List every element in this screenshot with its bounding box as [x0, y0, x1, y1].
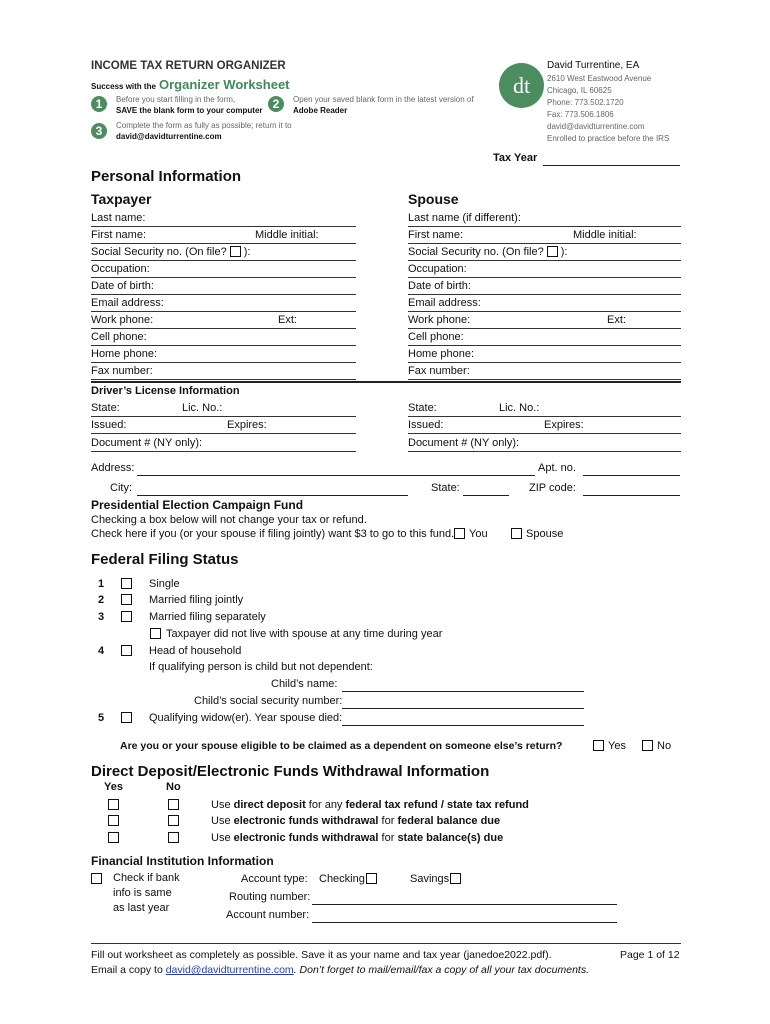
- filing-status-title: Federal Filing Status: [91, 551, 239, 568]
- taxpayer-dob[interactable]: [91, 278, 356, 295]
- label: Social Security no. (On file?: [91, 246, 227, 258]
- firm-enrolled: Enrolled to practice before the IRS: [547, 134, 670, 143]
- firm-address-1: 2610 West Eastwood Avenue: [547, 74, 652, 83]
- checking-label: Checking: [319, 873, 365, 885]
- spouse-first-name[interactable]: [408, 227, 681, 244]
- label: Issued:: [408, 419, 444, 431]
- success-brand: Organizer Worksheet: [158, 77, 290, 92]
- dependent-question: Are you or your spouse eligible to be claimed as a dependent on someone else’s return?: [120, 740, 563, 752]
- label: Home phone:: [91, 348, 158, 360]
- spouse-dob[interactable]: [408, 278, 681, 295]
- text: for: [378, 815, 398, 827]
- expires-label: Expires:: [544, 419, 584, 431]
- ext-label: Ext:: [607, 314, 626, 326]
- direct-deposit-yes-checkbox[interactable]: [108, 799, 119, 810]
- filing-hoh-label: Head of household: [149, 645, 242, 657]
- spouse-work-phone[interactable]: [408, 312, 681, 329]
- firm-name: David Turrentine, EA: [547, 60, 640, 71]
- spouse-ssn-on-file-checkbox[interactable]: [547, 246, 558, 257]
- direct-deposit-title: Direct Deposit/Electronic Funds Withdrawal Information: [91, 763, 490, 780]
- footer-line-1: Fill out worksheet as completely as possible. Save it as your name and tax year (janedoe2022.pdf).: [91, 949, 552, 961]
- address-label: Address:: [91, 462, 135, 474]
- label: Date of birth:: [408, 280, 471, 292]
- label: Occupation:: [408, 263, 467, 275]
- filing-3-number: 3: [98, 611, 105, 623]
- label: State:: [91, 402, 120, 414]
- dependent-no-checkbox[interactable]: [642, 740, 653, 751]
- same-bank-line-2: info is same: [113, 887, 172, 899]
- expires-label: Expires:: [227, 419, 267, 431]
- text: federal balance due: [397, 815, 501, 827]
- label: Last name (if different):: [408, 212, 521, 224]
- account-label: Account number:: [226, 909, 310, 921]
- label: Date of birth:: [91, 280, 154, 292]
- filing-4-number: 4: [98, 645, 105, 657]
- text: Use: [211, 832, 234, 844]
- state-withdrawal-no-checkbox[interactable]: [168, 832, 179, 843]
- child-name-field[interactable]: [342, 691, 584, 692]
- label: First name:: [408, 229, 464, 241]
- filing-hoh-sub: If qualifying person is child but not dependent:: [149, 661, 373, 673]
- routing-field[interactable]: [312, 904, 617, 905]
- pecf-you-checkbox[interactable]: [454, 528, 465, 539]
- text: . Don’t forget to mail/email/fax a copy of all your tax documents.: [293, 964, 589, 976]
- label: Issued:: [91, 419, 127, 431]
- success-line: [91, 77, 290, 92]
- spouse-last-name[interactable]: [408, 210, 681, 227]
- taxpayer-email[interactable]: [91, 295, 356, 312]
- state-withdrawal-yes-checkbox[interactable]: [108, 832, 119, 843]
- filing-1-number: 1: [98, 578, 105, 590]
- filing-mfs-label: Married filing separately: [149, 611, 266, 623]
- taxpayer-cell-phone[interactable]: [91, 329, 356, 346]
- label: Email address:: [408, 297, 481, 309]
- routing-label: Routing number:: [229, 891, 311, 903]
- child-name-label: Child’s name:: [271, 678, 338, 690]
- pecf-spouse-label: Spouse: [526, 528, 564, 540]
- filing-mfj-label: Married filing jointly: [149, 594, 244, 606]
- same-as-last-year-checkbox[interactable]: [91, 873, 102, 884]
- label: Home phone:: [408, 348, 475, 360]
- text: for: [378, 832, 398, 844]
- page-number: Page 1 of 12: [620, 949, 680, 961]
- label: Cell phone:: [91, 331, 147, 343]
- footer-line-2: [91, 964, 589, 976]
- child-ssn-field[interactable]: [342, 708, 584, 709]
- tax-year-field[interactable]: [543, 165, 680, 166]
- label: Social Security no. (On file?: [408, 246, 544, 258]
- drivers-license-heading: Driver’s License Information: [91, 385, 240, 397]
- step-1-bold: SAVE the blank form to your computer: [116, 106, 263, 115]
- filing-mfs-checkbox[interactable]: [121, 611, 132, 622]
- spouse-dl-state[interactable]: [408, 400, 681, 417]
- label: Fax number:: [408, 365, 470, 377]
- direct-deposit-no-checkbox[interactable]: [168, 799, 179, 810]
- taxpayer-occupation[interactable]: [91, 261, 356, 278]
- filing-2-number: 2: [98, 594, 105, 606]
- footer-rule: [91, 943, 681, 944]
- section-divider: [91, 381, 681, 383]
- city-label: City:: [110, 482, 132, 494]
- text: electronic funds withdrawal: [233, 832, 379, 844]
- step-2-number: 2: [268, 96, 284, 112]
- savings-label: Savings: [410, 873, 450, 885]
- lic-label: Lic. No.:: [499, 402, 540, 414]
- firm-phone: Phone: 773.502.1720: [547, 98, 624, 107]
- firm-email: david@davidturrentine.com: [547, 122, 645, 131]
- spouse-cell-phone[interactable]: [408, 329, 681, 346]
- filing-single-label: Single: [149, 578, 180, 590]
- taxpayer-first-name[interactable]: [91, 227, 356, 244]
- step-3-number: 3: [91, 123, 107, 139]
- text: state balance(s) due: [397, 832, 504, 844]
- dependent-yes-checkbox[interactable]: [593, 740, 604, 751]
- dependent-yes-label: Yes: [608, 740, 626, 752]
- step-3-text: Complete the form as fully as possible; return it to: [116, 121, 292, 130]
- middle-initial-label: Middle initial:: [573, 229, 637, 241]
- label: State:: [408, 402, 437, 414]
- pecf-title: Presidential Election Campaign Fund: [91, 498, 304, 512]
- spouse-home-phone[interactable]: [408, 346, 681, 363]
- text: direct deposit: [233, 799, 306, 811]
- apt-label: Apt. no.: [538, 462, 576, 474]
- ext-label: Ext:: [278, 314, 297, 326]
- step-3-bold: david@davidturrentine.com: [116, 132, 222, 141]
- step-3: [91, 123, 107, 139]
- text: for any: [305, 799, 346, 811]
- state-field[interactable]: [463, 495, 509, 496]
- step-2-bold: Adobe Reader: [293, 106, 348, 115]
- personal-info-title: Personal Information: [91, 168, 242, 185]
- child-ssn-label: Child’s social security number:: [194, 695, 343, 707]
- tax-year-label: Tax Year: [493, 152, 538, 164]
- filing-hoh-checkbox[interactable]: [121, 645, 132, 656]
- pecf-line-2: Check here if you (or your spouse if filing jointly) want $3 to go to this fund.: [91, 528, 455, 540]
- firm-fax: Fax: 773.506.1806: [547, 110, 614, 119]
- savings-checkbox[interactable]: [450, 873, 461, 884]
- lic-label: Lic. No.:: [182, 402, 223, 414]
- step-1-text: Before you start filling in the form,: [116, 95, 236, 104]
- filing-did-not-live-checkbox[interactable]: [150, 628, 161, 639]
- taxpayer-dl-state[interactable]: [91, 400, 356, 417]
- dependent-no-label: No: [657, 740, 672, 752]
- checking-checkbox[interactable]: [366, 873, 377, 884]
- federal-withdrawal-yes-checkbox[interactable]: [108, 815, 119, 826]
- city-field[interactable]: [137, 495, 408, 496]
- firm-logo: dt: [499, 63, 544, 108]
- federal-withdrawal-row: [211, 815, 500, 827]
- taxpayer-work-phone[interactable]: [91, 312, 356, 329]
- text: Use: [211, 815, 234, 827]
- label: Cell phone:: [408, 331, 464, 343]
- filing-mfj-checkbox[interactable]: [121, 594, 132, 605]
- text: electronic funds withdrawal: [233, 815, 379, 827]
- same-bank-line-1: Check if bank: [113, 872, 180, 884]
- spouse-fax[interactable]: [408, 363, 681, 380]
- federal-withdrawal-no-checkbox[interactable]: [168, 815, 179, 826]
- state-label: State:: [431, 482, 460, 494]
- step-1: [91, 96, 107, 112]
- label: Last name:: [91, 212, 146, 224]
- organizer-title: INCOME TAX RETURN ORGANIZER: [91, 60, 286, 72]
- spouse-ssn[interactable]: [408, 244, 681, 261]
- taxpayer-ssn-on-file-checkbox[interactable]: [230, 246, 241, 257]
- success-prefix: Success with the: [91, 82, 156, 91]
- text: Email a copy to: [91, 964, 166, 976]
- label: Occupation:: [91, 263, 150, 275]
- taxpayer-heading: Taxpayer: [91, 191, 152, 207]
- filing-widow-label: Qualifying widow(er). Year spouse died:: [149, 712, 343, 724]
- middle-initial-label: Middle initial:: [255, 229, 319, 241]
- filing-widow-checkbox[interactable]: [121, 712, 132, 723]
- pecf-spouse-checkbox[interactable]: [511, 528, 522, 539]
- taxpayer-last-name[interactable]: [91, 210, 356, 227]
- pecf-you-label: You: [469, 528, 488, 540]
- label: Fax number:: [91, 365, 153, 377]
- label: First name:: [91, 229, 147, 241]
- zip-field[interactable]: [583, 495, 680, 496]
- direct-yes-heading: Yes: [104, 781, 123, 793]
- spouse-email[interactable]: [408, 295, 681, 312]
- label: Work phone:: [91, 314, 154, 326]
- text: Use: [211, 799, 234, 811]
- pecf-line-1: Checking a box below will not change your tax or refund.: [91, 514, 367, 526]
- firm-address-2: Chicago, IL 60625: [547, 86, 612, 95]
- spouse-occupation[interactable]: [408, 261, 681, 278]
- spouse-dl-issued[interactable]: [408, 417, 681, 434]
- footer-email-link[interactable]: david@davidturrentine.com: [165, 964, 294, 976]
- financial-institution-title: Financial Institution Information: [91, 854, 274, 868]
- label: Document # (NY only):: [91, 437, 203, 449]
- label: ):: [243, 246, 251, 258]
- zip-label: ZIP code:: [529, 482, 576, 494]
- text: federal tax refund / state tax refund: [345, 799, 529, 811]
- taxpayer-dl-document[interactable]: [91, 435, 356, 452]
- step-2: [268, 96, 284, 112]
- filing-did-not-live-label: Taxpayer did not live with spouse at any time during year: [166, 628, 443, 640]
- step-1-number: 1: [91, 96, 107, 112]
- spouse-heading: Spouse: [408, 191, 459, 207]
- filing-5-number: 5: [98, 712, 105, 724]
- label: Document # (NY only):: [408, 437, 520, 449]
- account-field[interactable]: [312, 922, 617, 923]
- taxpayer-home-phone[interactable]: [91, 346, 356, 363]
- taxpayer-dl-issued[interactable]: [91, 417, 356, 434]
- direct-no-heading: No: [166, 781, 181, 793]
- spouse-died-year-field[interactable]: [342, 725, 584, 726]
- account-type-label: Account type:: [241, 873, 308, 885]
- label: ):: [560, 246, 568, 258]
- same-bank-line-3: as last year: [113, 902, 170, 914]
- step-2-text: Open your saved blank form in the latest version of: [293, 95, 474, 104]
- direct-deposit-row: [211, 799, 529, 811]
- label: Work phone:: [408, 314, 471, 326]
- spouse-dl-document[interactable]: [408, 435, 681, 452]
- label: Email address:: [91, 297, 164, 309]
- apt-field[interactable]: [583, 475, 680, 476]
- state-withdrawal-row: [211, 832, 503, 844]
- filing-single-checkbox[interactable]: [121, 578, 132, 589]
- address-field[interactable]: [137, 475, 535, 476]
- taxpayer-fax[interactable]: [91, 363, 356, 380]
- taxpayer-ssn[interactable]: [91, 244, 356, 261]
